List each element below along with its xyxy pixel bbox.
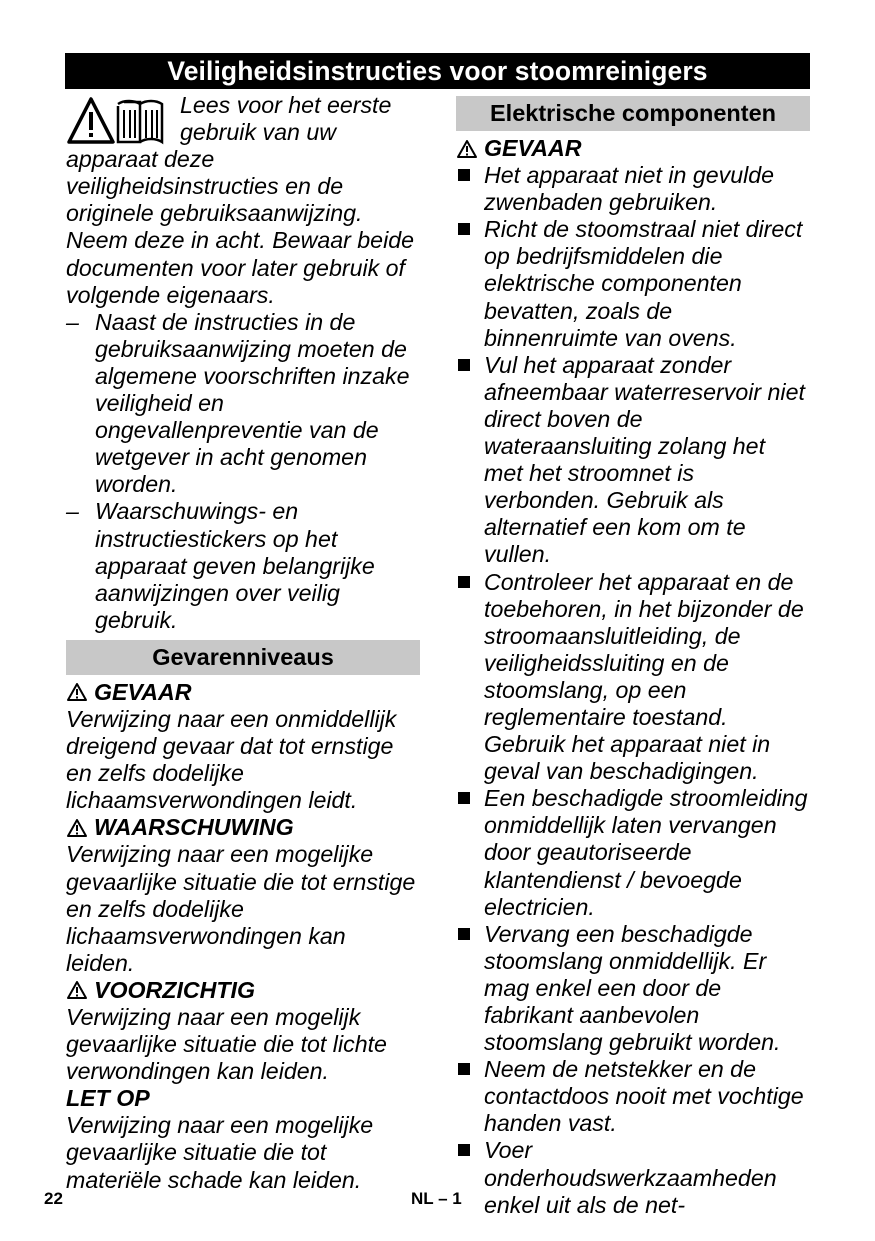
- hazard-label-text: GEVAAR: [94, 678, 192, 705]
- list-item: [456, 216, 810, 351]
- square-bullet-icon: [456, 1056, 484, 1137]
- hazard-level-notice: [66, 1085, 420, 1193]
- notice-description: Verwijzing naar een mogelijke gevaarlijke situatie die tot materiële schade kan leiden.: [66, 1112, 374, 1193]
- list-item: [456, 352, 810, 569]
- page-number: 22: [44, 1189, 63, 1208]
- list-item-text: Het apparaat niet in gevulde zwenbaden gebruiken.: [484, 162, 775, 216]
- warning-triangle-icon: [66, 980, 88, 1000]
- list-item-text: [484, 569, 810, 786]
- page-title: Veiligheidsinstructies voor stoomreinigers: [65, 53, 810, 89]
- hazard-level-danger: [66, 679, 420, 814]
- square-bullet-icon: [456, 216, 484, 351]
- list-item-text: Vul het apparaat zonder afneembaar waterreservoir niet direct boven de wateraansluiting zolang het met het stroomnet is verbonden. Gebruik als alternatief een kom om te vullen.: [484, 351, 805, 568]
- danger-label: [456, 135, 810, 162]
- list-item: [456, 1137, 810, 1218]
- hazard-description: Verwijzing naar een mogelijke gevaarlijke situatie die tot ernstige en zelfs dodelijke lichaamsverwondingen kan leiden.: [66, 841, 416, 976]
- square-bullet-icon: [456, 785, 484, 920]
- list-item-text: Richt de stoomstraal niet direct op bedrijfsmiddelen die elektrische componenten bevatten, zoals de binnenruimte van ovens.: [484, 216, 803, 351]
- hazard-level-caution: [66, 977, 420, 1085]
- list-item-extra: Gebruik het apparaat niet in geval van beschadigingen.: [484, 731, 771, 785]
- square-bullet-icon: [456, 352, 484, 569]
- list-item: [456, 921, 810, 1056]
- language-page-label: NL – 1: [411, 1189, 462, 1208]
- list-item: [66, 498, 420, 633]
- left-column: [66, 92, 420, 1194]
- list-item-text: Neem de netstekker en de contactdoos nooit met vochtige handen vast.: [484, 1056, 804, 1137]
- hazard-description: Verwijzing naar een onmiddellijk dreigend gevaar dat tot ernstige en zelfs dodelijke lichaamsverwondingen leidt.: [66, 705, 397, 814]
- list-item-text: Waarschuwings- en instructiestickers op het apparaat geven belangrijke aanwijzingen over veilig gebruik.: [95, 498, 375, 633]
- square-bullet-icon: [456, 162, 484, 216]
- dash-bullet: –: [66, 308, 79, 335]
- list-item: [456, 162, 810, 216]
- list-item-text: Vervang een beschadigde stoomslang onmiddellijk. Er mag enkel een door de fabrikant aanbevolen stoomslang gebruikt worden.: [484, 920, 781, 1056]
- list-item: [66, 309, 420, 499]
- section-heading-elektrische-componenten: Elektrische componenten: [456, 96, 810, 131]
- hazard-level-warning: [66, 814, 420, 977]
- list-item-text: Naast de instructies in de gebruiksaanwijzing moeten de algemene voorschriften inzake veiligheid en ongevallenpreventie van de wetgever in acht genomen worden.: [95, 308, 410, 498]
- list-item: [456, 569, 810, 786]
- warning-triangle-icon: [66, 682, 88, 702]
- list-item: [456, 785, 810, 920]
- square-bullet-icon: [456, 921, 484, 1056]
- warning-triangle-icon: [66, 818, 88, 838]
- hazard-label-text: VOORZICHTIG: [94, 976, 256, 1003]
- danger-label-text: GEVAAR: [484, 135, 582, 161]
- list-item-main: Controleer het apparaat en de toebehoren, in het bijzonder de stroomaansluitleiding, de veiligheidssluiting en de stoomslang, op een reglementaire toestand.: [484, 568, 804, 730]
- hazard-label: [66, 814, 420, 841]
- warning-and-manual-icon: [66, 96, 178, 146]
- section-heading-gevarenniveaus: Gevarenniveaus: [66, 640, 420, 675]
- right-column: [456, 92, 810, 1219]
- warning-triangle-icon: [456, 139, 478, 159]
- list-item: [456, 1056, 810, 1137]
- dash-bullet: –: [66, 498, 79, 525]
- hazard-description: Verwijzing naar een mogelijk gevaarlijke situatie die tot lichte verwondingen kan leiden.: [66, 1004, 387, 1085]
- list-item-text: Voer onderhoudswerkzaamheden enkel uit als de net-: [484, 1137, 777, 1218]
- hazard-label-text: WAARSCHUWING: [94, 814, 294, 841]
- notice-label: LET OP: [66, 1085, 150, 1112]
- intro-block: [66, 92, 420, 309]
- intro-text: Lees voor het eerste gebruik van uw apparaat deze veiligheidsinstructies en de originele gebruiksaanwijzing. Neem deze in acht. Bewaar beide documenten voor later gebruik of volgende eigenaars.: [66, 92, 415, 308]
- hazard-label: [66, 679, 420, 706]
- hazard-label: [66, 977, 420, 1004]
- list-item-text: Een beschadigde stroomleiding onmiddellijk laten vervangen door geautoriseerde klantendienst / bevoegde electricien.: [484, 785, 808, 920]
- square-bullet-icon: [456, 569, 484, 786]
